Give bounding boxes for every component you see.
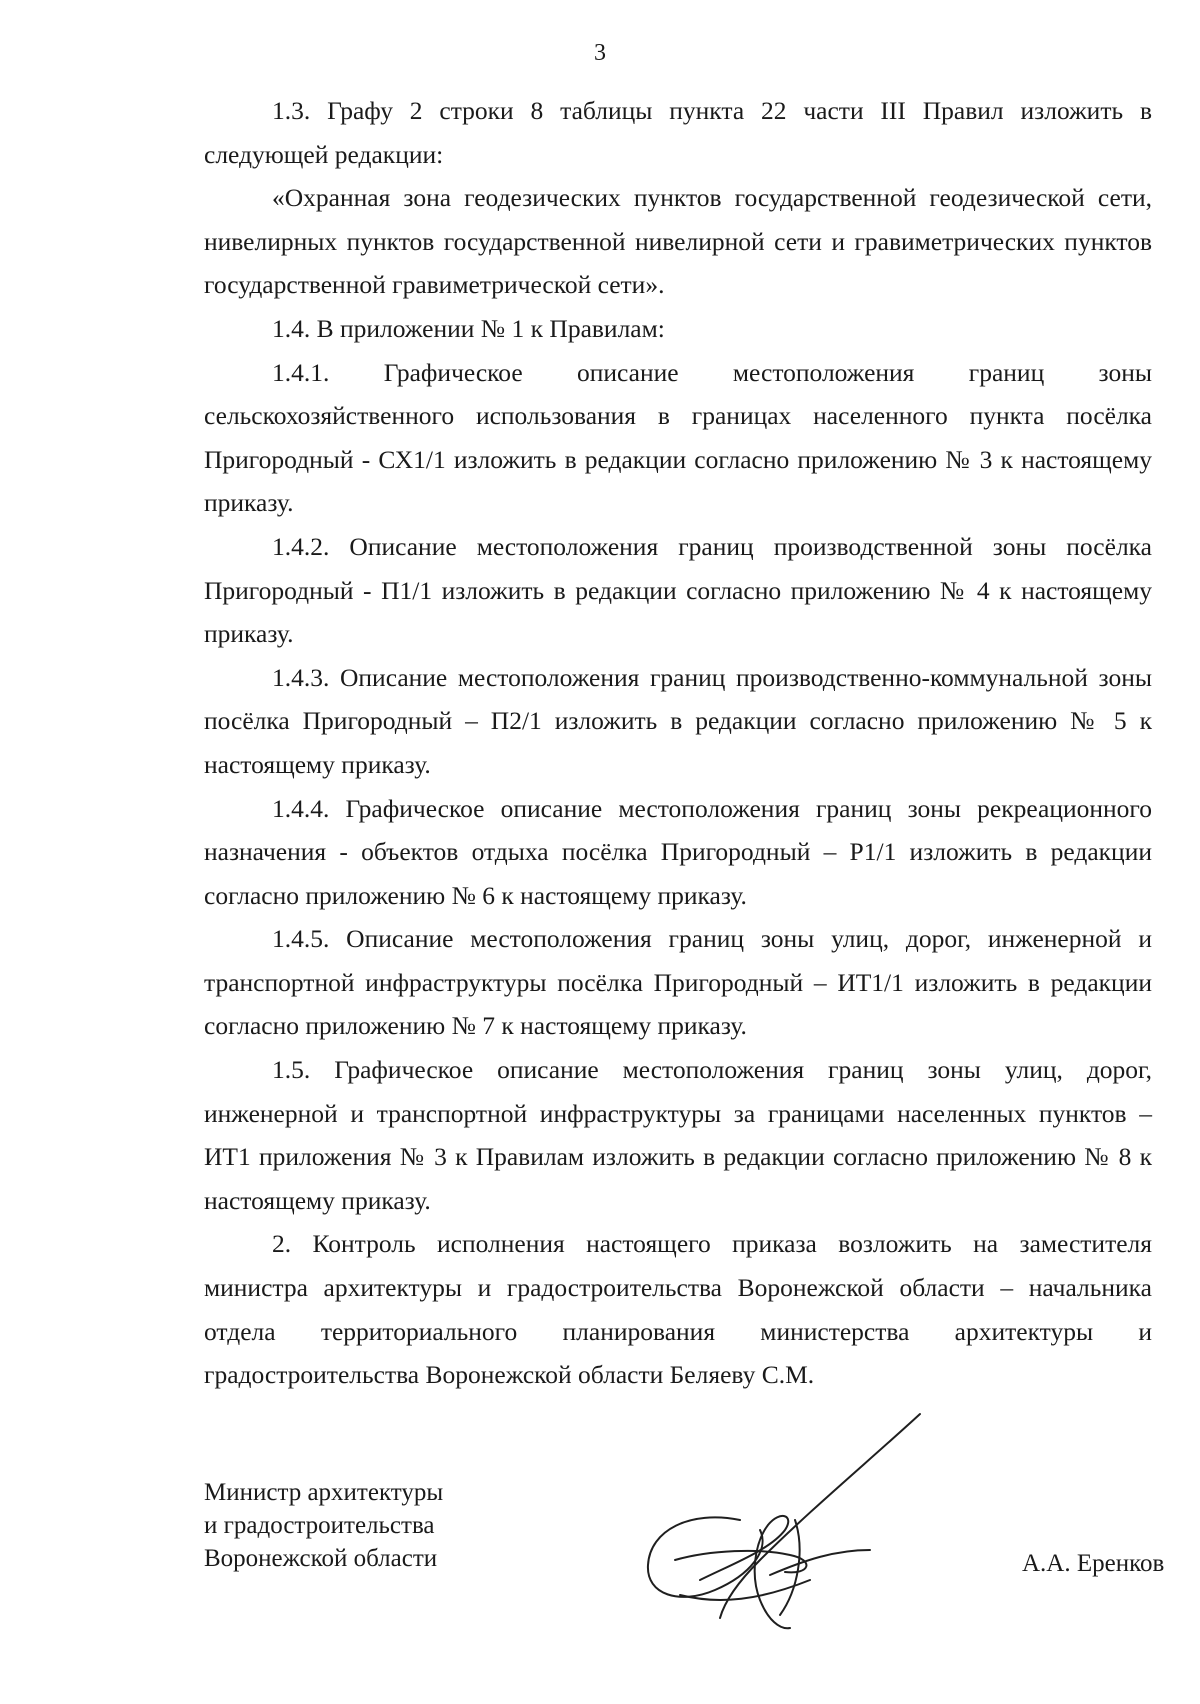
paragraph-1-4-3: 1.4.3. Описание местоположения границ производственно-коммунальной зоны посёлка Пригородный – П2/1 изложить в редакции согласно приложению № 5 к настоящему приказу. [204,662,1152,779]
paragraph-1-4-4: 1.4.4. Графическое описание местоположения границ зоны рекреационного назначения - объектов отдыха посёлка Пригородный – Р1/1 изложить в редакции согласно приложению № 6 к настоящему приказу. [204,793,1152,910]
paragraph-1-3: 1.3. Графу 2 строки 8 таблицы пункта 22 части III Правил изложить в следующей редакции: [204,96,1152,169]
position-line: Воронежской области [204,1545,438,1572]
paragraph-1-4: 1.4. В приложении № 1 к Правилам: [272,313,665,343]
handwritten-signature [620,1400,960,1650]
paragraph-quote: «Охранная зона геодезических пунктов государственной геодезической сети, нивелирных пунктов государственной нивелирной сети и гравиметрических пунктов государственной гравиметрической сети». [204,183,1152,300]
signer-name: А.А. Еренков [1022,1550,1165,1577]
paragraph-2: 2. Контроль исполнения настоящего приказа возложить на заместителя министра архитектуры и градостроительства Воронежской области – начальника отдела территориального планирования министерства архитектуры и градостроительства Воронежской области Беляеву С.М. [204,1229,1152,1390]
position-line: Министр архитектуры [204,1479,444,1506]
paragraph-1-4-5: 1.4.5. Описание местоположения границ зоны улиц, дорог, инженерной и транспортной инфраструктуры посёлка Пригородный – ИТ1/1 изложить в редакции согласно приложению № 7 к настоящему приказу. [204,924,1152,1041]
signer-position [204,1476,443,1575]
page-number: 3 [594,40,606,66]
paragraph-1-5: 1.5. Графическое описание местоположения границ зоны улиц, дорог, инженерной и транспортной инфраструктуры за границами населенных пунктов – ИТ1 приложения № 3 к Правилам изложить в редакции согласно приложению № 8 к настоящему приказу. [204,1055,1152,1215]
paragraph-1-4-2: 1.4.2. Описание местоположения границ производственной зоны посёлка Пригородный - П1/1 изложить в редакции согласно приложению № 4 к настоящему приказу. [204,531,1152,649]
document-body [204,89,1152,1397]
paragraph-1-4-1: 1.4.1. Графическое описание местоположения границ зоны сельскохозяйственного использования в границах населенного пункта посёлка Пригородный - СХ1/1 изложить в редакции согласно приложению № 3 к настоящему приказу. [204,357,1152,518]
position-line: и градостроительства [204,1512,435,1539]
